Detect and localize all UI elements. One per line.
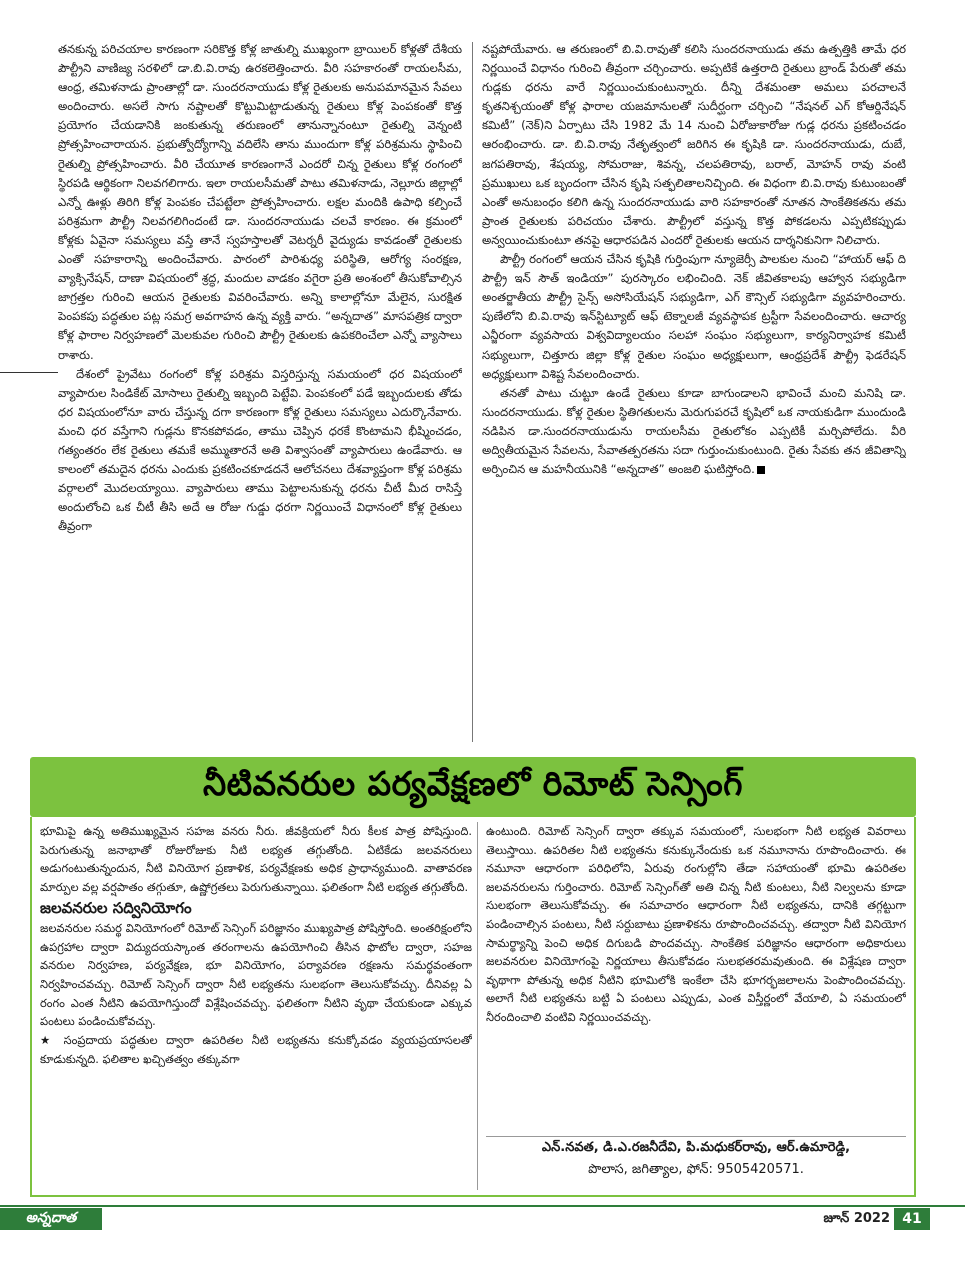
- author-names: ఎన్.నవత, డి.ఎ.రజనీదేవి, పి.మధుకర్‌రావు, ఆర్.ఉమారెడ్డి,: [541, 1140, 851, 1155]
- article-title: నీటివనరుల పర్యవేక్షణలో రిమోట్ సెన్సింగ్: [203, 763, 743, 803]
- magazine-logo: అన్నదాత: [0, 1208, 102, 1230]
- upper-left-paragraph-1: తనకున్న పరిచయాల కారణంగా సరికొత్త కోళ్ల జాతుల్ని ముఖ్యంగా బ్రాయిలర్ కోళ్లతో దేశీయ పౌల్ట్రీని వాణిజ్య సరళిలో డా.బి.వి.రావు ఉరకలెత్తించారు. వీరి సహకారంతో రాయలసీమ, ఆంధ్ర, తమిళనాడు ప్రాంతాల్లో డా. సుందరనాయుడు కోళ్ల రైతులకు అనుపమానమైన సేవలు అందించారు. అసలే సాగు నష్టాలతో కొట్టుమిట్టాడుతున్న రైతులు కోళ్ల పెంపకంతో కొత్త ప్రయోగం చేయడానికి జంకుతున్న తరుణంలో తానున్నానంటూ రైతుల్ని వెన్నంటి ప్రోత్సహించారాయన. ప్రభుత్వోద్యోగాన్ని వదిలేసి తాను ముందుగా కోళ్ల పరిశ్రమను స్థాపించి రైతుల్ని ప్రోత్సహించారు. వీరి చేయూత కారణంగానే ఎందరో చిన్న రైతులు కోళ్ల రంగంలో స్థిరపడి ఆర్థికంగా నిలవగలిగారు. ఇలా రాయలసీమతో పాటు తమిళనాడు, నెల్లూరు జిల్లాల్లో ఎన్నో ఊళ్లు తిరిగి కోళ్ల పెంపకం చేపట్టేలా ప్రోత్సహించారు. లక్షల మందికి ఉపాధి కల్పించే పరిశ్రమగా పౌల్ట్రీ నిలవగలిగిందంటే డా. సుందరనాయుడు చలవే కారణం. ఈ క్రమంలో కోళ్లకు ఏవైనా సమస్యలు వస్తే తానే స్వహస్తాలతో వెటర్నరీ వైద్యుడు కావడంతో రైతులకు ఎంతో సహకారాన్ని అందించేవారు. పారంలో పారిశుధ్య పరిస్థితి, ఆరోగ్య సంరక్షణ, వ్యాక్సినేషన్, దాణా విషయంలో శ్రద్ధ, మందుల వాడకం వగైరా ప్రతి అంశంలో తీసుకోవాల్సిన జాగ్రత్తల గురించి ఆయన రైతులకు వివరించేవారు. అన్ని కాలాల్లోనూ మేలైన, సురక్షిత పెంపకపు పద్ధతుల పట్ల సమగ్ర అవగాహన ఉన్న వ్యక్తి వారు. “అన్నదాత” మాసపత్రిక ద్వారా కోళ్ల ఫారాల నిర్వహణలో మెలకువల గురించి పౌల్ట్రీ రైతులకు ఉపకరించేలా ఎన్నో వ్యాసాలు రాశారు.: [58, 42, 462, 362]
- article-column-divider: [477, 822, 478, 1190]
- upper-right-paragraph-2: పౌల్ట్రీ రంగంలో ఆయన చేసిన కృషికి గుర్తింపుగా న్యూజెర్సీ పాలకుల నుంచి “హాయర్ ఆఫ్ ది పౌల్ట్రీ ఇన్ సౌత్ ఇండియా” పురస్కారం లభించింది. నెక్ జీవితకాలపు ఆహ్వాన సభ్యుడిగా అంతర్జాతీయ పౌల్ట్రీ సైన్స్ అసోసియేషన్ సభ్యుడిగా, ఎగ్ కౌన్సిల్ సభ్యుడిగా వ్యవహరించారు. పుణేలోని బి.వి.రావు ఇన్‌స్టిట్యూట్ ఆఫ్ టెక్నాలజీ వ్యవస్థాపక ట్రస్టీగా సేవలందించారు. ఆచార్య ఎన్జీరంగా వ్యవసాయ విశ్వవిద్యాలయం సలహా సంఘం సభ్యులుగా, కార్యనిర్వాహక కమిటీ సభ్యులుగా, చిత్తూరు జిల్లా కోళ్ల రైతుల సంఘం అధ్యక్షులుగా, ఆంధ్రప్రదేశ్ పౌల్ట్రీ ఫెడరేషన్ అధ్యక్షులుగా విశిష్ట సేవలందించారు.: [482, 252, 906, 381]
- issue-date: జూన్ 2022: [823, 1211, 890, 1226]
- upper-right-paragraph-1: నష్టపోయేవారు. ఆ తరుణంలో బి.వి.రావుతో కలిసి సుందరనాయుడు తమ ఉత్పత్తికి తామే ధర నిర్ణయించే విధానం గురించి తీవ్రంగా చర్చించారు. అప్పటికే ఉత్తరాది రైతులు బ్రాండ్ పేరుతో తమ గుడ్లకు ధరను వారే నిర్ణయించుకుంటున్నారు. దీన్ని దేశమంతా అమలు పరచాలనే కృతనిశ్చయంతో కోళ్ల ఫారాల యజమానులతో సుదీర్ఘంగా చర్చించి “నేషనల్ ఎగ్ కోఆర్డినేషన్ కమిటీ” (నెక్)ని ఏర్పాటు చేసి 1982 మే 14 నుంచి ఏరోజుకారోజు గుడ్ల ధరను ప్రకటించడం ఆరంభించారు. డా. బి.వి.రావు నేతృత్వంలో జరిగిన ఈ కృషికి డా. సుందరనాయుడు, దుబే, జగపతిరావు, శేషయ్య, సోమరాజు, శివన్న, చలపతిరావు, బరాల్, మోహన్ రావు వంటి ప్రముఖులు ఒక బృందంగా చేసిన కృషి సత్ఫలితాలనిచ్చింది. ఈ విధంగా బి.వి.రావు కుటుంబంతో ఎంతో అనుబంధం కలిగి ఉన్న సుందరనాయుడు వారి సహకారంతో నూతన సాంకేతికతను తమ ప్రాంత రైతులకు పరిచయం చేశారు. పౌల్ట్రీలో వస్తున్న కొత్త పోకడలను ఎప్పటికప్పుడు అన్వయించుకుంటూ తనపై ఆధారపడిన ఎందరో రైతులకు ఆయన దార్శనికునిగా నిలిచారు.: [482, 42, 906, 247]
- article-left-column: [40, 822, 472, 1194]
- column-divider: [472, 42, 473, 742]
- footer-rule: [0, 1205, 965, 1207]
- article-title-banner: [30, 757, 916, 817]
- page-number: 41: [894, 1208, 930, 1230]
- article-subheading: జలవనరుల సద్వినియోగం: [40, 898, 192, 917]
- upper-right-column: [482, 40, 906, 720]
- article-intro: భూమిపై ఉన్న అతిముఖ్యమైన సహజ వనరు నీరు. జీవక్రియలో నీరు కీలక పాత్ర పోషిస్తుంది. పెరుగుతున్న జనాభాతో రోజురోజుకు నీటి లభ్యత తగ్గుతోంది. ఏటికేడు జలవనరులు అడుగంటుతున్నందున, నీటి వినియోగ ప్రణాళిక, పర్యవేక్షణకు అధిక ప్రాధాన్యముంది. వాతావరణ మార్పుల వల్ల వర్షపాతం తగ్గుతూ, ఉష్ణోగ్రతలు పెరుగుతున్నాయి. ఫలితంగా నీటి లభ్యత తగ్గుతోంది.: [40, 824, 472, 895]
- article-right-body: ఉంటుంది. రిమోట్ సెన్సింగ్ ద్వారా తక్కువ సమయంలో, సులభంగా నీటి లభ్యత వివరాలు తెలుస్తాయి. ఉపరితల నీటి లభ్యతను కనుక్కునేందుకు ఒక నమూనాను రూపొందించారు. ఈ నమూనా ఆధారంగా పరిధిలోని, ఏరువు రంగుల్లోని తేడా సహాయంతో భూమి ఉపరితల జలవనరులను గుర్తించారు. రిమోట్ సెన్సింగ్‌తో అతి చిన్న నీటి కుంటలు, నీటి నిల్వలను కూడా సులభంగా తెలుసుకోవచ్చు. ఈ సమాచారం ఆధారంగా నీటి లభ్యతను, దానికి తగ్గట్టుగా పండించాల్సిన పంటలు, నీటి సర్దుబాటు ప్రణాళికను రూపొందించవచ్చు. తద్వారా నీటి వినియోగ సామర్థ్యాన్ని పెంచి అధిక దిగుబడి పొందవచ్చు. సాంకేతిక పరిజ్ఞానం ఆధారంగా అధికారులు జలవనరుల వినియోగంపై నిర్ణయాలు తీసుకోవడం సులభతరమవుతుంది. ఈ విశ్లేషణ ద్వారా వృథాగా పోతున్న అధిక నీటిని భూమిలోకి ఇంకేలా చేసి భూగర్భజలాలను పెంపొందించవచ్చు. అలాగే నీటి లభ్యతను బట్టి ఏ పంటలు ఎప్పుడు, ఎంత విస్తీర్ణంలో వేయాలి, ఏ సమయంలో నీరందించాలి వంటివి నిర్ణయించవచ్చు.: [486, 824, 906, 1024]
- upper-left-paragraph-2: దేశంలో ప్రైవేటు రంగంలో కోళ్ల పరిశ్రమ విస్తరిస్తున్న సమయంలో ధర విషయంలో వ్యాపారుల సిండికేట్ మోసాలు రైతుల్ని ఇబ్బంది పెట్టేవి. పెంపకంలో పడే ఇబ్బందులకు తోడు ధర విషయంలోనూ వారు చేస్తున్న దగా కారణంగా కోళ్ల రైతులు సమస్యలు ఎదుర్కొనేవారు. మంచి ధర వస్తేగాని గుడ్లను కొనకపోవడం, తాము చెప్పిన ధరకే కొంటామని భీష్మించడం, గత్యంతరం లేక రైతులు తమకే అమ్ముతారనే అతి విశ్వాసంతో వ్యాపారులు ఉండేవారు. ఆ కాలంలో తమదైన ధరను ఎందుకు ప్రకటించకూడదనే ఆలోచనలు దేశవ్యాప్తంగా కోళ్ల పరిశ్రమ వర్గాలలో మొదలయ్యాయి. వ్యాపారులు తాము పెట్టాలనుకున్న ధరను చీటీ మీద రాసిస్తే అందులోంచి ఒక చీటీ తీసి అదే ఆ రోజు గుడ్డు ధరగా నిర్ణయించే విధానంలో కోళ్ల రైతులు తీవ్రంగా: [58, 366, 462, 534]
- upper-left-column: [58, 40, 462, 750]
- author-byline: [486, 1136, 906, 1193]
- end-of-article-mark: [757, 466, 765, 474]
- article-bullet-point: ★ సంప్రదాయ పద్ధతుల ద్వారా ఉపరితల నీటి లభ్యతను కనుక్కోవడం వ్యయప్రయాసలతో కూడుకున్నది. ఫలితాల ఖచ్చితత్వం తక్కువగా: [40, 1033, 472, 1066]
- upper-right-paragraph-3: [482, 384, 906, 479]
- author-location-phone: పొలాస, జగిత్యాల, ఫోన్: 9505420571.: [588, 1162, 804, 1177]
- article-left-body: జలవనరుల సమర్థ వినియోగంలో రిమోట్ సెన్సింగ్ పరిజ్ఞానం ముఖ్యపాత్ర పోషిస్తోంది. అంతరిక్షంలోని ఉపగ్రహాల ద్వారా విద్యుదయస్కాంత తరంగాలను ఉపయోగించి తీసిన ఫొటోల ద్వారా, సహజ వనరుల నిర్వహణ, పర్యవేక్షణ, భూ వినియోగం, పర్యావరణ రక్షణను సమర్థవంతంగా నిర్వహించవచ్చు. రిమోట్ సెన్సింగ్ ద్వారా నీటి లభ్యతను సులభంగా తెలుసుకోవచ్చు. దీనివల్ల ఏ రంగం ఎంత నీటిని ఉపయోగిస్తుందో విశ్లేషించవచ్చు. ఫలితంగా నీటిని వృథా చేయకుండా ఎక్కువ పంటలు పండించుకోవచ్చు.: [40, 920, 472, 1029]
- article-right-column: [486, 822, 906, 1134]
- closing-paragraph-text: తనతో పాటు చుట్టూ ఉండే రైతులు కూడా బాగుండాలని భావించే మంచి మనిషి డా. సుందరనాయుడు. కోళ్ల రైతుల స్థితిగతులను మెరుగుపరచే కృషిలో ఒక నాయకుడిగా ముందుండి నడిపిన డా.సుందరనాయుడును రాయలసీమ రైతులోకం ఎప్పటికీ మర్చిపోలేదు. వీరి అద్వితీయమైన సేవలను, సేవాతత్పరతను సదా గుర్తుంచుకుంటుంది. రైతు సేవకు తన జీవితాన్ని అర్పించిన ఆ మహనీయునికి “అన్నదాత” అంజలి ఘటిస్తోంది.: [482, 385, 906, 477]
- margin-tick-divider: [0, 372, 58, 373]
